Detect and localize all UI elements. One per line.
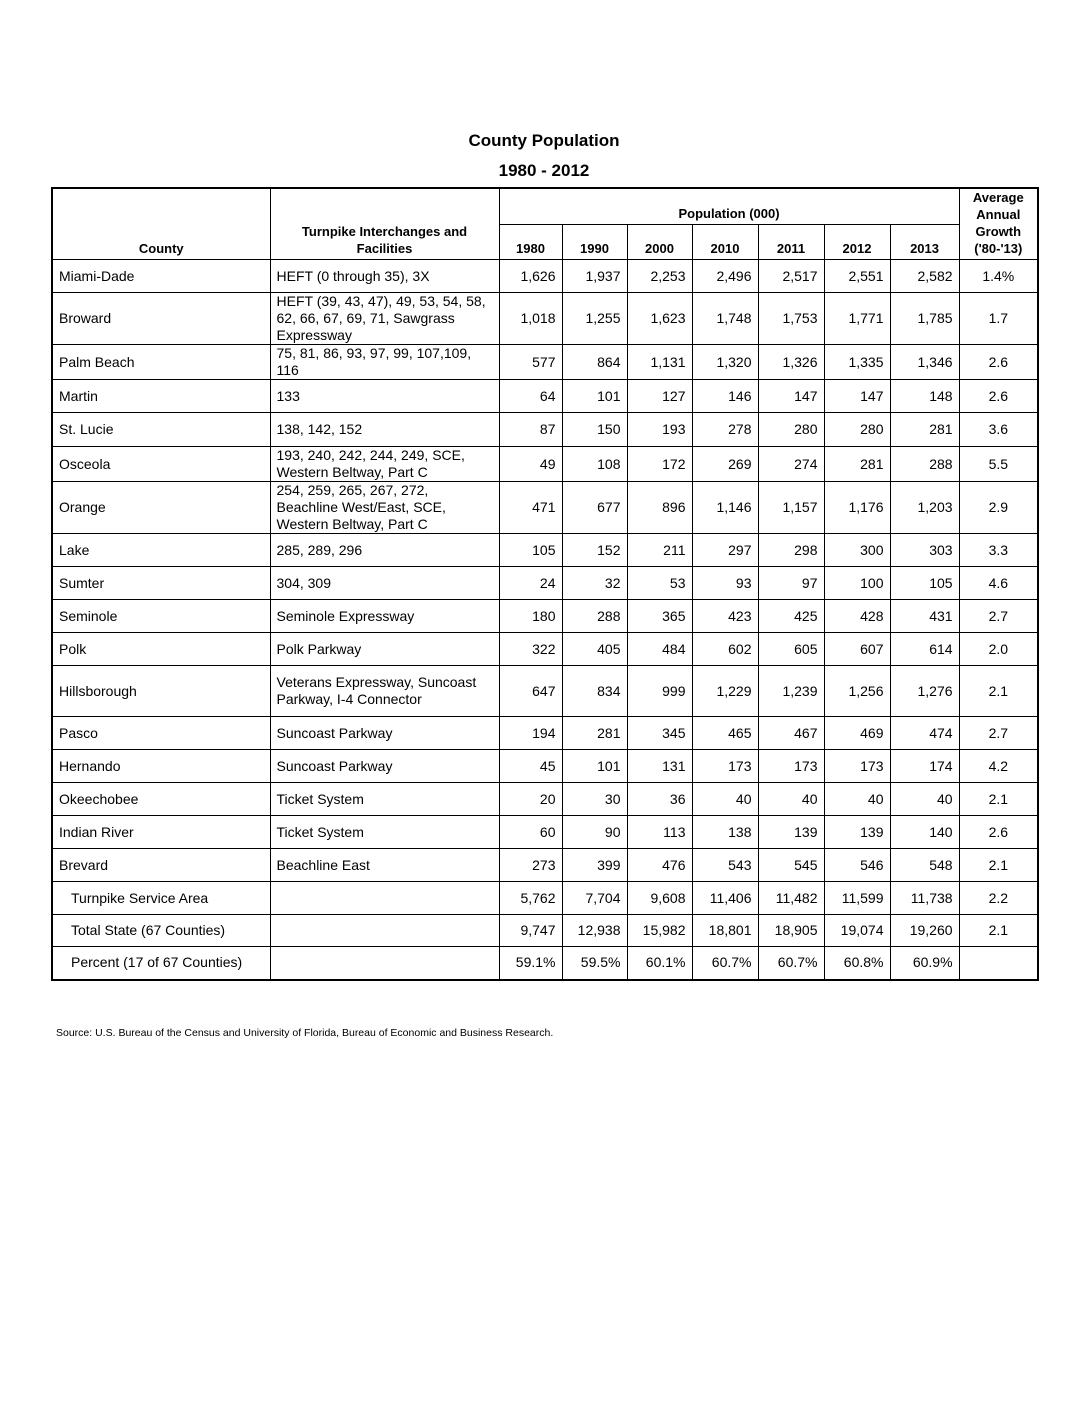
facilities-cell: Seminole Expressway: [270, 600, 499, 633]
growth-cell: 1.4%: [959, 260, 1038, 293]
population-value-cell: 18,801: [692, 915, 758, 947]
population-value-cell: 150: [562, 413, 627, 447]
population-value-cell: 834: [562, 666, 627, 717]
population-value-cell: 147: [758, 380, 824, 413]
growth-cell: 3.3: [959, 534, 1038, 567]
population-value-cell: 423: [692, 600, 758, 633]
population-value-cell: 100: [824, 567, 890, 600]
population-value-cell: 11,482: [758, 882, 824, 915]
growth-cell: 2.1: [959, 666, 1038, 717]
population-value-cell: 18,905: [758, 915, 824, 947]
population-value-cell: 146: [692, 380, 758, 413]
county-cell: Seminole: [52, 600, 270, 633]
growth-cell: 4.2: [959, 750, 1038, 783]
population-value-cell: 105: [499, 534, 562, 567]
population-value-cell: 543: [692, 849, 758, 882]
growth-header: Average Annual Growth ('80-'13): [959, 188, 1038, 260]
population-value-cell: 59.5%: [562, 947, 627, 980]
table-row: [52, 447, 1038, 482]
population-value-cell: 40: [692, 783, 758, 816]
population-group-header: Population (000): [499, 188, 959, 224]
population-value-cell: 60.9%: [890, 947, 959, 980]
growth-cell: 2.1: [959, 849, 1038, 882]
growth-cell: 2.6: [959, 816, 1038, 849]
population-value-cell: 101: [562, 750, 627, 783]
population-value-cell: 90: [562, 816, 627, 849]
population-value-cell: 274: [758, 447, 824, 482]
population-value-cell: 999: [627, 666, 692, 717]
summary-row: [52, 947, 1038, 980]
population-value-cell: 7,704: [562, 882, 627, 915]
population-value-cell: 40: [824, 783, 890, 816]
population-value-cell: 11,406: [692, 882, 758, 915]
population-value-cell: 273: [499, 849, 562, 882]
population-value-cell: 140: [890, 816, 959, 849]
population-value-cell: 9,747: [499, 915, 562, 947]
population-table: [51, 187, 1039, 981]
population-value-cell: 60.8%: [824, 947, 890, 980]
facilities-cell: HEFT (0 through 35), 3X: [270, 260, 499, 293]
population-value-cell: 1,785: [890, 293, 959, 345]
facilities-cell: 75, 81, 86, 93, 97, 99, 107,109, 116: [270, 345, 499, 380]
county-cell: Okeechobee: [52, 783, 270, 816]
population-value-cell: 425: [758, 600, 824, 633]
population-value-cell: 1,229: [692, 666, 758, 717]
facilities-cell: [270, 915, 499, 947]
population-value-cell: 131: [627, 750, 692, 783]
population-value-cell: 281: [562, 717, 627, 750]
population-value-cell: 607: [824, 633, 890, 666]
population-value-cell: 15,982: [627, 915, 692, 947]
population-value-cell: 405: [562, 633, 627, 666]
population-value-cell: 1,157: [758, 482, 824, 534]
population-value-cell: 677: [562, 482, 627, 534]
population-value-cell: 173: [758, 750, 824, 783]
population-value-cell: 1,335: [824, 345, 890, 380]
population-value-cell: 59.1%: [499, 947, 562, 980]
population-value-cell: 365: [627, 600, 692, 633]
population-value-cell: 180: [499, 600, 562, 633]
population-value-cell: 19,074: [824, 915, 890, 947]
population-value-cell: 2,517: [758, 260, 824, 293]
population-value-cell: 1,320: [692, 345, 758, 380]
population-value-cell: 138: [692, 816, 758, 849]
population-value-cell: 193: [627, 413, 692, 447]
table-row: [52, 482, 1038, 534]
population-value-cell: 53: [627, 567, 692, 600]
population-value-cell: 2,496: [692, 260, 758, 293]
population-value-cell: 139: [758, 816, 824, 849]
population-value-cell: 467: [758, 717, 824, 750]
facilities-header: Turnpike Interchanges and Facilities: [270, 188, 499, 260]
population-value-cell: 174: [890, 750, 959, 783]
population-value-cell: 173: [692, 750, 758, 783]
population-value-cell: 1,346: [890, 345, 959, 380]
facilities-cell: [270, 947, 499, 980]
population-value-cell: 471: [499, 482, 562, 534]
county-header: County: [52, 188, 270, 260]
population-value-cell: 281: [824, 447, 890, 482]
population-value-cell: 1,146: [692, 482, 758, 534]
year-header: 2011: [758, 224, 824, 259]
population-value-cell: 1,326: [758, 345, 824, 380]
population-value-cell: 1,937: [562, 260, 627, 293]
table-row: [52, 413, 1038, 447]
population-value-cell: 40: [758, 783, 824, 816]
population-value-cell: 152: [562, 534, 627, 567]
population-value-cell: 11,599: [824, 882, 890, 915]
growth-cell: 2.9: [959, 482, 1038, 534]
county-cell: Pasco: [52, 717, 270, 750]
growth-cell: 2.7: [959, 717, 1038, 750]
population-value-cell: 173: [824, 750, 890, 783]
county-cell: Turnpike Service Area: [52, 882, 270, 915]
growth-cell: [959, 947, 1038, 980]
facilities-cell: 285, 289, 296: [270, 534, 499, 567]
facilities-cell: 254, 259, 265, 267, 272, Beachline West/East, SCE, Western Beltway, Part C: [270, 482, 499, 534]
facilities-cell: [270, 882, 499, 915]
source-note: Source: U.S. Bureau of the Census and University of Florida, Bureau of Economic and Business Research.: [56, 1027, 554, 1039]
population-value-cell: 896: [627, 482, 692, 534]
population-value-cell: 24: [499, 567, 562, 600]
header-row-1: [52, 188, 1038, 224]
population-value-cell: 269: [692, 447, 758, 482]
facilities-cell: Beachline East: [270, 849, 499, 882]
growth-cell: 2.0: [959, 633, 1038, 666]
year-header: 2012: [824, 224, 890, 259]
population-value-cell: 93: [692, 567, 758, 600]
population-value-cell: 20: [499, 783, 562, 816]
population-value-cell: 428: [824, 600, 890, 633]
population-value-cell: 194: [499, 717, 562, 750]
growth-cell: 2.1: [959, 915, 1038, 947]
facilities-cell: Suncoast Parkway: [270, 717, 499, 750]
facilities-cell: Veterans Expressway, Suncoast Parkway, I-4 Connector: [270, 666, 499, 717]
population-value-cell: 147: [824, 380, 890, 413]
population-value-cell: 19,260: [890, 915, 959, 947]
page-subtitle: 1980 - 2012: [498, 161, 590, 180]
facilities-cell: 193, 240, 242, 244, 249, SCE, Western Beltway, Part C: [270, 447, 499, 482]
county-cell: Broward: [52, 293, 270, 345]
year-header: 1980: [499, 224, 562, 259]
population-value-cell: 1,203: [890, 482, 959, 534]
year-header: 2000: [627, 224, 692, 259]
population-value-cell: 36: [627, 783, 692, 816]
table-row: [52, 717, 1038, 750]
county-cell: Percent (17 of 67 Counties): [52, 947, 270, 980]
population-value-cell: 60.7%: [758, 947, 824, 980]
growth-cell: 4.6: [959, 567, 1038, 600]
population-value-cell: 49: [499, 447, 562, 482]
county-cell: Hillsborough: [52, 666, 270, 717]
population-value-cell: 1,626: [499, 260, 562, 293]
year-header: 2013: [890, 224, 959, 259]
population-value-cell: 40: [890, 783, 959, 816]
population-value-cell: 303: [890, 534, 959, 567]
table-row: [52, 816, 1038, 849]
population-value-cell: 1,753: [758, 293, 824, 345]
growth-cell: 2.1: [959, 783, 1038, 816]
population-value-cell: 399: [562, 849, 627, 882]
population-value-cell: 97: [758, 567, 824, 600]
population-value-cell: 1,131: [627, 345, 692, 380]
growth-cell: 2.7: [959, 600, 1038, 633]
table-row: [52, 783, 1038, 816]
population-value-cell: 30: [562, 783, 627, 816]
county-cell: Total State (67 Counties): [52, 915, 270, 947]
table-row: [52, 849, 1038, 882]
table-row: [52, 666, 1038, 717]
facilities-cell: Suncoast Parkway: [270, 750, 499, 783]
population-value-cell: 298: [758, 534, 824, 567]
population-value-cell: 614: [890, 633, 959, 666]
population-value-cell: 280: [758, 413, 824, 447]
growth-cell: 3.6: [959, 413, 1038, 447]
growth-cell: 1.7: [959, 293, 1038, 345]
county-cell: Brevard: [52, 849, 270, 882]
growth-cell: 2.6: [959, 345, 1038, 380]
population-value-cell: 139: [824, 816, 890, 849]
population-value-cell: 345: [627, 717, 692, 750]
population-value-cell: 9,608: [627, 882, 692, 915]
table-body: [52, 260, 1038, 980]
county-cell: Miami-Dade: [52, 260, 270, 293]
population-value-cell: 1,018: [499, 293, 562, 345]
population-value-cell: 577: [499, 345, 562, 380]
population-value-cell: 113: [627, 816, 692, 849]
county-cell: Lake: [52, 534, 270, 567]
county-cell: St. Lucie: [52, 413, 270, 447]
population-value-cell: 60.1%: [627, 947, 692, 980]
population-value-cell: 647: [499, 666, 562, 717]
population-value-cell: 211: [627, 534, 692, 567]
population-value-cell: 101: [562, 380, 627, 413]
table-header: [52, 188, 1038, 260]
population-value-cell: 2,582: [890, 260, 959, 293]
population-value-cell: 278: [692, 413, 758, 447]
population-value-cell: 474: [890, 717, 959, 750]
table-row: [52, 750, 1038, 783]
population-value-cell: 64: [499, 380, 562, 413]
county-cell: Palm Beach: [52, 345, 270, 380]
county-cell: Sumter: [52, 567, 270, 600]
year-header: 2010: [692, 224, 758, 259]
population-value-cell: 484: [627, 633, 692, 666]
summary-row: [52, 882, 1038, 915]
population-value-cell: 280: [824, 413, 890, 447]
facilities-cell: Ticket System: [270, 816, 499, 849]
population-value-cell: 1,239: [758, 666, 824, 717]
summary-row: [52, 915, 1038, 947]
population-value-cell: 5,762: [499, 882, 562, 915]
population-value-cell: 281: [890, 413, 959, 447]
population-value-cell: 32: [562, 567, 627, 600]
population-value-cell: 322: [499, 633, 562, 666]
county-cell: Orange: [52, 482, 270, 534]
population-value-cell: 548: [890, 849, 959, 882]
population-value-cell: 1,255: [562, 293, 627, 345]
population-value-cell: 605: [758, 633, 824, 666]
population-value-cell: 288: [890, 447, 959, 482]
table-row: [52, 380, 1038, 413]
growth-cell: 5.5: [959, 447, 1038, 482]
page-title: County Population: [468, 131, 620, 150]
table-row: [52, 600, 1038, 633]
population-value-cell: 11,738: [890, 882, 959, 915]
facilities-cell: 304, 309: [270, 567, 499, 600]
table-row: [52, 633, 1038, 666]
growth-cell: 2.6: [959, 380, 1038, 413]
population-value-cell: 105: [890, 567, 959, 600]
population-value-cell: 172: [627, 447, 692, 482]
table-row: [52, 293, 1038, 345]
table-row: [52, 260, 1038, 293]
population-value-cell: 546: [824, 849, 890, 882]
facilities-cell: HEFT (39, 43, 47), 49, 53, 54, 58, 62, 66, 67, 69, 71, Sawgrass Expressway: [270, 293, 499, 345]
growth-cell: 2.2: [959, 882, 1038, 915]
population-value-cell: 465: [692, 717, 758, 750]
county-cell: Martin: [52, 380, 270, 413]
population-value-cell: 127: [627, 380, 692, 413]
population-value-cell: 87: [499, 413, 562, 447]
table-row: [52, 345, 1038, 380]
facilities-cell: 138, 142, 152: [270, 413, 499, 447]
facilities-cell: 133: [270, 380, 499, 413]
population-value-cell: 2,551: [824, 260, 890, 293]
population-value-cell: 60: [499, 816, 562, 849]
facilities-cell: Polk Parkway: [270, 633, 499, 666]
population-value-cell: 12,938: [562, 915, 627, 947]
population-value-cell: 1,176: [824, 482, 890, 534]
county-cell: Indian River: [52, 816, 270, 849]
population-value-cell: 1,748: [692, 293, 758, 345]
population-value-cell: 1,256: [824, 666, 890, 717]
county-cell: Hernando: [52, 750, 270, 783]
population-value-cell: 288: [562, 600, 627, 633]
population-value-cell: 148: [890, 380, 959, 413]
table-row: [52, 567, 1038, 600]
population-value-cell: 1,276: [890, 666, 959, 717]
population-value-cell: 476: [627, 849, 692, 882]
table-row: [52, 534, 1038, 567]
population-value-cell: 545: [758, 849, 824, 882]
county-cell: Osceola: [52, 447, 270, 482]
population-value-cell: 108: [562, 447, 627, 482]
population-value-cell: 1,623: [627, 293, 692, 345]
population-value-cell: 60.7%: [692, 947, 758, 980]
facilities-cell: Ticket System: [270, 783, 499, 816]
population-value-cell: 2,253: [627, 260, 692, 293]
population-value-cell: 300: [824, 534, 890, 567]
population-value-cell: 45: [499, 750, 562, 783]
population-value-cell: 864: [562, 345, 627, 380]
population-value-cell: 297: [692, 534, 758, 567]
population-value-cell: 431: [890, 600, 959, 633]
population-value-cell: 602: [692, 633, 758, 666]
population-value-cell: 1,771: [824, 293, 890, 345]
population-value-cell: 469: [824, 717, 890, 750]
county-cell: Polk: [52, 633, 270, 666]
year-header: 1990: [562, 224, 627, 259]
